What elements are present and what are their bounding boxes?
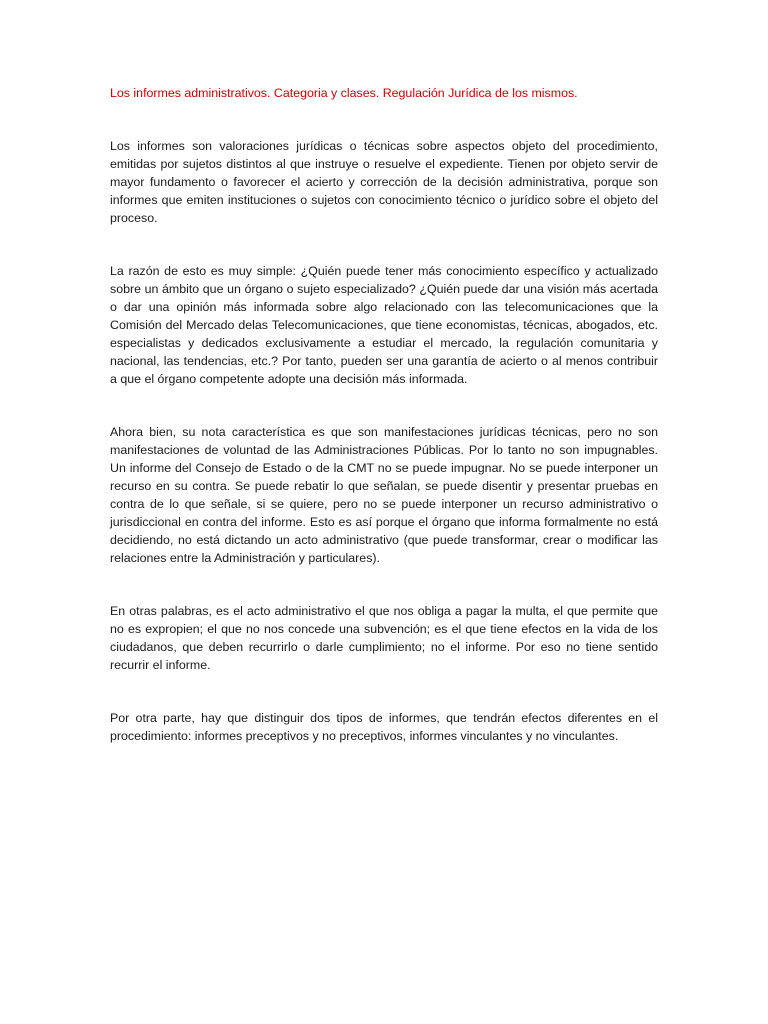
document-title: Los informes administrativos. Categoria y clases. Regulación Jurídica de los mismos.	[110, 86, 578, 100]
paragraph-1: Los informes son valoraciones jurídicas o técnicas sobre aspectos objeto del procedimiento, emitidas por sujetos distintos al que instruye o resuelve el expediente. Tienen por objeto servir de mayor fundamento o favorecer el acierto y corrección de la decisión administrativa, porque son informes que emiten instituciones o sujetos con conocimiento técnico o jurídico sobre el objeto del proceso.	[110, 139, 658, 225]
paragraph-4: En otras palabras, es el acto administrativo el que nos obliga a pagar la multa, el que permite que no es expropien; el que no nos concede una subvención; es el que tiene efectos en la vida de los ciudadanos, que deben recurrirlo o darle cumplimiento; no el informe. Por eso no tiene sentido recurrir el informe.	[110, 604, 658, 672]
paragraph-3: Ahora bien, su nota característica es que son manifestaciones jurídicas técnicas, pero no son manifestaciones de voluntad de las Administraciones Públicas. Por lo tanto no son impugnables. Un informe del Consejo de Estado o de la CMT no se puede impugnar. No se puede interponer un recurso en su contra. Se puede rebatir lo que señalan, se puede disentir y presentar pruebas en contra de lo que señale, si se quiere, pero no se puede interponer un recurso administrativo o jurisdiccional en contra del informe. Esto es así porque el órgano que informa formalmente no está decidiendo, no está dictando un acto administrativo (que puede transformar, crear o modificar las relaciones entre la Administración y particulares).	[110, 425, 658, 565]
paragraph-2: La razón de esto es muy simple: ¿Quién puede tener más conocimiento específico y actualizado sobre un ámbito que un órgano o sujeto especializado? ¿Quién puede dar una visión más acertada o dar una opinión más informada sobre algo relacionado con las telecomunicaciones que la Comisión del Mercado delas Telecomunicaciones, que tiene economistas, técnicas, abogados, etc. especialistas y dedicados exclusivamente a estudiar el mercado, la regulación comunitaria y nacional, las tendencias, etc.? Por tanto, pueden ser una garantía de acierto o al menos contribuir a que el órgano competente adopte una decisión más informada.	[110, 264, 658, 386]
paragraph-5: Por otra parte, hay que distinguir dos tipos de informes, que tendrán efectos diferentes en el procedimiento: informes preceptivos y no preceptivos, informes vinculantes y no vinculantes.	[110, 711, 658, 743]
document-body	[110, 84, 658, 780]
